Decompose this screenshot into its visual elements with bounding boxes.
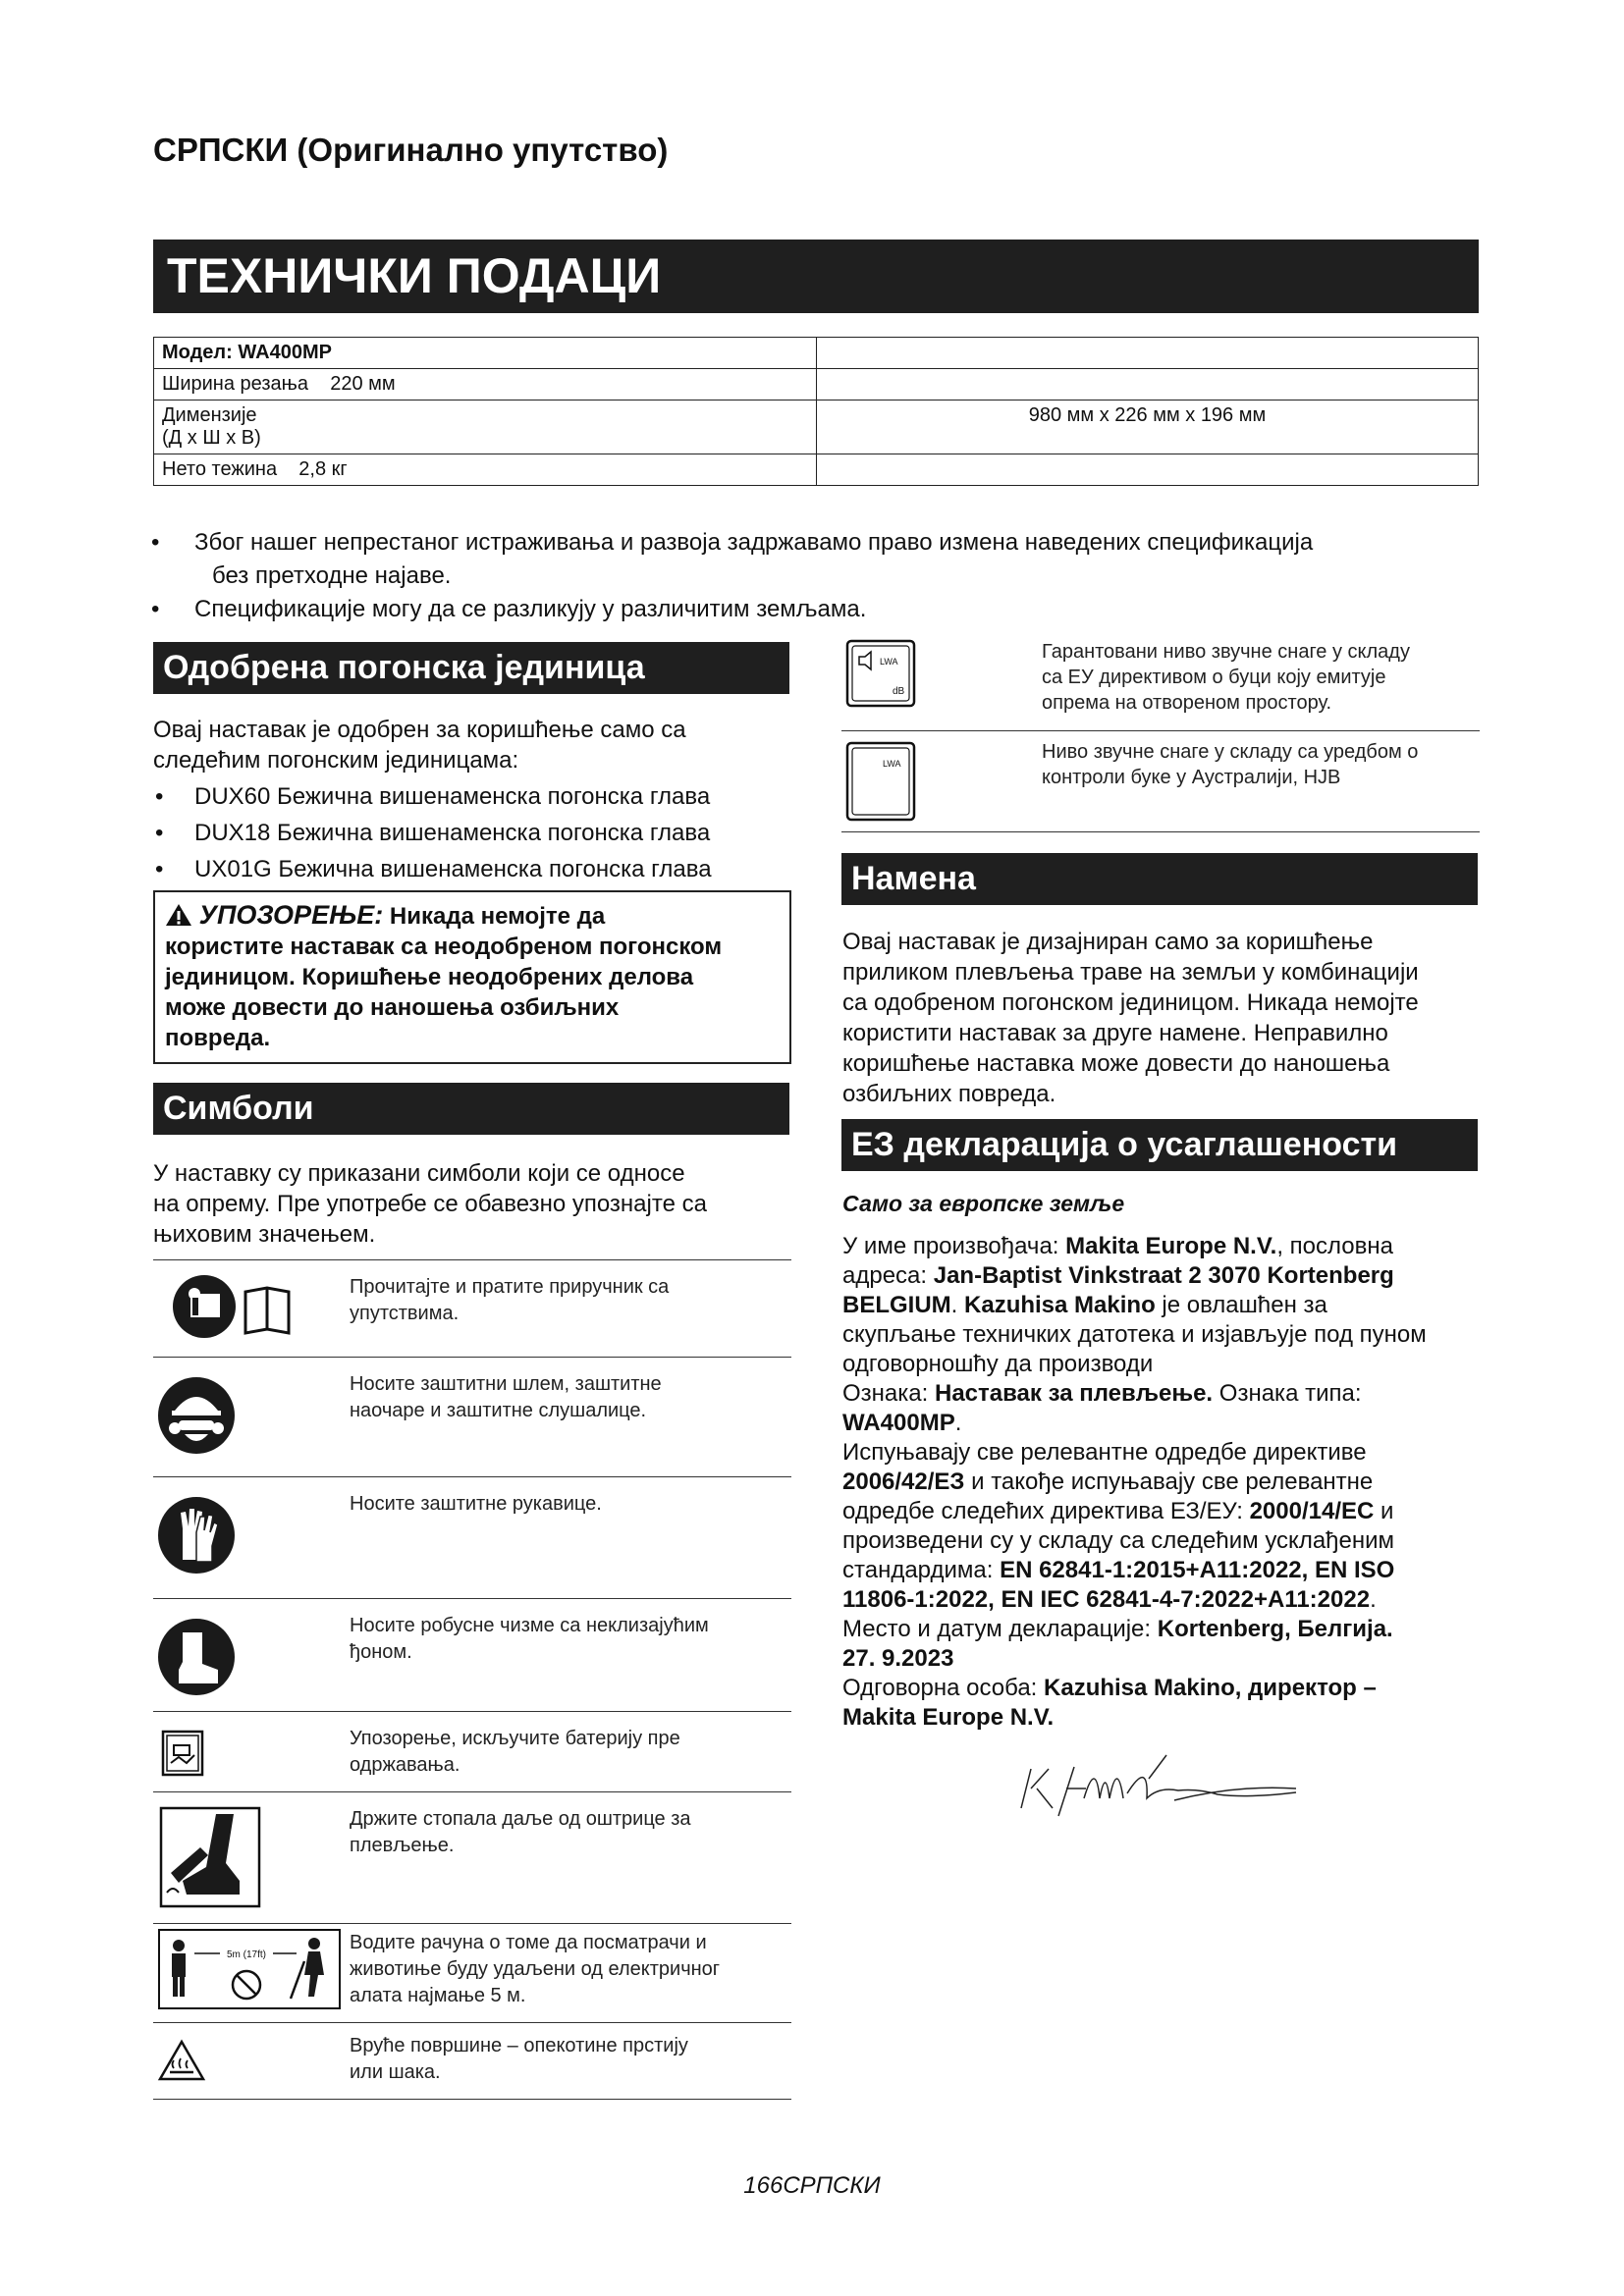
declaration-segment: Место и датум декларације:	[842, 1616, 1158, 1642]
table-row: Упозорење, искључите батерију пре одржавања.	[153, 1712, 791, 1792]
declaration-segment: и	[1374, 1498, 1394, 1524]
table-row: LWA Ниво звучне снаге у складу са уредбом о контроли буке у Аустралији, HJB	[841, 730, 1480, 831]
table-row: Носите робусне чизме са неклизајућим ђоном.	[153, 1599, 791, 1712]
declaration-line	[842, 1615, 1490, 1644]
declaration-line	[842, 1350, 1490, 1379]
declaration-line	[842, 1261, 1490, 1291]
table-row: Вруће површине – опекотине прстију или шака.	[153, 2023, 791, 2100]
tech-data-banner: ТЕХНИЧКИ ПОДАЦИ	[153, 240, 1479, 313]
declaration-segment: Одговорна особа:	[842, 1675, 1045, 1701]
spec-notes	[147, 526, 1473, 626]
spec-row-model	[154, 338, 1479, 369]
table-row: LWA dB Гарантовани ниво звучне снаге у складу са ЕУ директивом о буци коју емитује опрема на отвореном простору.	[841, 631, 1480, 730]
declaration-line	[842, 1438, 1490, 1468]
read-manual-icon	[157, 1272, 304, 1341]
svg-text:dB: dB	[893, 686, 905, 697]
declaration-line	[842, 1674, 1490, 1703]
declaration-segment: , пословна	[1276, 1233, 1393, 1259]
declaration-segment: WA400MP	[842, 1410, 955, 1436]
declaration-line	[842, 1291, 1490, 1320]
declaration-line	[842, 1379, 1490, 1409]
spec-dimensions-value: 980 мм x 226 мм x 196 мм	[817, 400, 1479, 454]
declaration-segment: У име произвођача:	[842, 1233, 1066, 1259]
spec-cut-width-value	[817, 369, 1479, 400]
declaration-segment: Jan-Baptist Vinkstraat 2 3070 Kortenberg	[933, 1262, 1394, 1289]
gloves-icon	[157, 1489, 236, 1582]
language-title: СРПСКИ (Оригинално упутство)	[153, 132, 669, 168]
list-item: • DUX18 Бежична вишенаменска погонска глава	[153, 815, 791, 851]
declaration-line	[842, 1556, 1490, 1585]
svg-text:LWA: LWA	[880, 657, 898, 667]
spec-row-weight	[154, 454, 1479, 486]
declaration-line	[842, 1232, 1490, 1261]
declaration-segment: .	[950, 1292, 965, 1318]
boots-icon	[157, 1611, 236, 1704]
declaration-segment: Makita Europe N.V.	[1065, 1233, 1277, 1259]
spec-note-1-cont: без претходне најаве.	[212, 562, 452, 589]
declaration-segment: 11806-1:2022, EN IEC 62841-4-7:2022+A11:2022	[842, 1586, 1371, 1613]
declaration-segment: и такође испуњавају све релевантне	[964, 1468, 1374, 1495]
declaration-body	[842, 1232, 1490, 1733]
helmet-goggles-earmuffs-icon	[157, 1369, 236, 1463]
declaration-segment: одговорношћу да производи	[842, 1351, 1154, 1377]
purpose-text: Овај наставак је дизајниран само за коришћење приликом плевљења траве на земљи у комбинацији са одобреном погонском јединицом. Никада немојте користити наставак за друге намене. Неправилно коришћење наставка може довести до наношења озбиљних повреда.	[842, 929, 1419, 1107]
hot-surface-icon	[157, 2039, 206, 2082]
declaration-line	[842, 1320, 1490, 1350]
declaration-heading: ЕЗ декларација о усаглашености	[841, 1119, 1478, 1171]
declaration-line	[842, 1644, 1490, 1674]
list-item: • DUX60 Бежична вишенаменска погонска глава	[153, 778, 791, 815]
symbols-heading: Симболи	[153, 1083, 789, 1135]
table-row: Држите стопала даље од оштрице за плевљење.	[153, 1792, 791, 1924]
svg-text:LWA: LWA	[883, 758, 901, 769]
distance-label: 5m (17ft)	[226, 1949, 267, 1960]
declaration-line	[842, 1468, 1490, 1497]
declaration-segment: 2006/42/ЕЗ	[842, 1468, 965, 1495]
spec-weight-value	[817, 454, 1479, 486]
declaration-segment: BELGIUM	[842, 1292, 951, 1318]
declaration-segment: одредбе следећих директива ЕЗ/ЕУ:	[842, 1498, 1250, 1524]
declaration-segment: произведени су у складу са следећим усклађеним	[842, 1527, 1395, 1554]
approved-heading: Одобрена погонска јединица	[153, 642, 789, 694]
declaration-line	[842, 1526, 1490, 1556]
spec-model-value	[817, 338, 1479, 369]
symbols-table	[153, 1259, 791, 2100]
page-footer: 166СРПСКИ	[743, 2172, 881, 2199]
spec-model-label: Модел: WA400MP	[162, 342, 332, 363]
declaration-segment: Ознака типа:	[1213, 1380, 1362, 1407]
declaration-line	[842, 1409, 1490, 1438]
declaration-segment: Kazuhisa Makino, директор –	[1044, 1675, 1377, 1701]
declaration-segment: стандардима:	[842, 1557, 1001, 1583]
spec-note-2: • Спецификације могу да се разликују у различитим земљама.	[147, 593, 1473, 626]
declaration-segment: Kortenberg, Белгија.	[1157, 1616, 1393, 1642]
signature-image	[1001, 1749, 1316, 1838]
purpose-heading: Намена	[841, 853, 1478, 905]
warning-title: УПОЗОРЕЊЕ:	[198, 900, 384, 930]
spec-note-1: • Због нашег непрестаног истраживања и развоја задржавамо право измена наведених спецификација	[147, 526, 1473, 560]
guaranteed-sound-power-icon	[845, 639, 916, 708]
declaration-segment: .	[954, 1410, 962, 1436]
declaration-segment: Испуњавају све релевантне одредбе директиве	[842, 1439, 1367, 1466]
warning-box: УПОЗОРЕЊЕ: Никада немојте да користите наставак са неодобреном погонском јединицом. Коришћење неодобрених делова може довести до наношења озбиљних повреда.	[153, 890, 791, 1064]
table-row: Носите заштитне рукавице.	[153, 1477, 791, 1599]
declaration-segment: EN 62841-1:2015+A11:2022, EN ISO	[1000, 1557, 1395, 1583]
spec-dimensions-sub-label: (Д x Ш x В)	[162, 427, 261, 449]
declaration-segment: 2000/14/EC	[1249, 1498, 1375, 1524]
declaration-line	[842, 1497, 1490, 1526]
declaration-segment: је овлашћен за	[1155, 1292, 1327, 1318]
table-row: Носите заштитни шлем, заштитне наочаре и заштитне слушалице.	[153, 1358, 791, 1477]
table-row: Прочитајте и пратите приручник са упутствима.	[153, 1260, 791, 1358]
list-item: • UX01G Бежична вишенаменска погонска глава	[153, 851, 791, 887]
spec-weight-label: Нето тежина 2,8 кг	[154, 454, 817, 486]
spec-row-dimensions	[154, 400, 1479, 454]
declaration-segment: Ознака:	[842, 1380, 935, 1407]
declaration-segment: Makita Europe N.V.	[842, 1704, 1055, 1731]
spec-cut-width-label: Ширина резања 220 мм	[154, 369, 817, 400]
declaration-segment: 27. 9.2023	[842, 1645, 954, 1672]
noise-symbols-table	[841, 631, 1480, 832]
spec-table	[153, 337, 1479, 486]
declaration-line	[842, 1703, 1490, 1733]
warning-triangle-icon	[165, 903, 192, 927]
table-row: 5m (17ft) Водите рачуна о томе да посматрачи и животиње буду удаљени од електричног алата најмање 5 м.	[153, 1924, 791, 2023]
declaration-segment: скупљање техничких датотека и изјављује под пуном	[842, 1321, 1427, 1348]
approved-intro: Овај наставак је одобрен за коришћење само са следећим погонским јединицама:	[153, 717, 686, 774]
declaration-segment: адреса:	[842, 1262, 934, 1289]
symbols-intro: У наставку су приказани симболи који се односе на опрему. Пре употребе се обавезно упознајте са њиховим значењем.	[153, 1160, 707, 1248]
spec-row-cut-width	[154, 369, 1479, 400]
sound-power-level-icon	[845, 741, 916, 822]
distance-bystanders-icon	[157, 1928, 344, 2010]
spec-dimensions-label: Димензије	[162, 404, 257, 426]
declaration-line	[842, 1585, 1490, 1615]
declaration-segment: Kazuhisa Makino	[964, 1292, 1156, 1318]
approved-units-list	[153, 778, 791, 887]
declaration-segment: Наставак за плевљење.	[934, 1380, 1214, 1407]
remove-battery-icon	[157, 1724, 216, 1783]
keep-feet-away-icon	[157, 1804, 265, 1912]
declaration-subheading: Само за европске земље	[842, 1191, 1125, 1216]
declaration-segment: .	[1370, 1586, 1377, 1613]
